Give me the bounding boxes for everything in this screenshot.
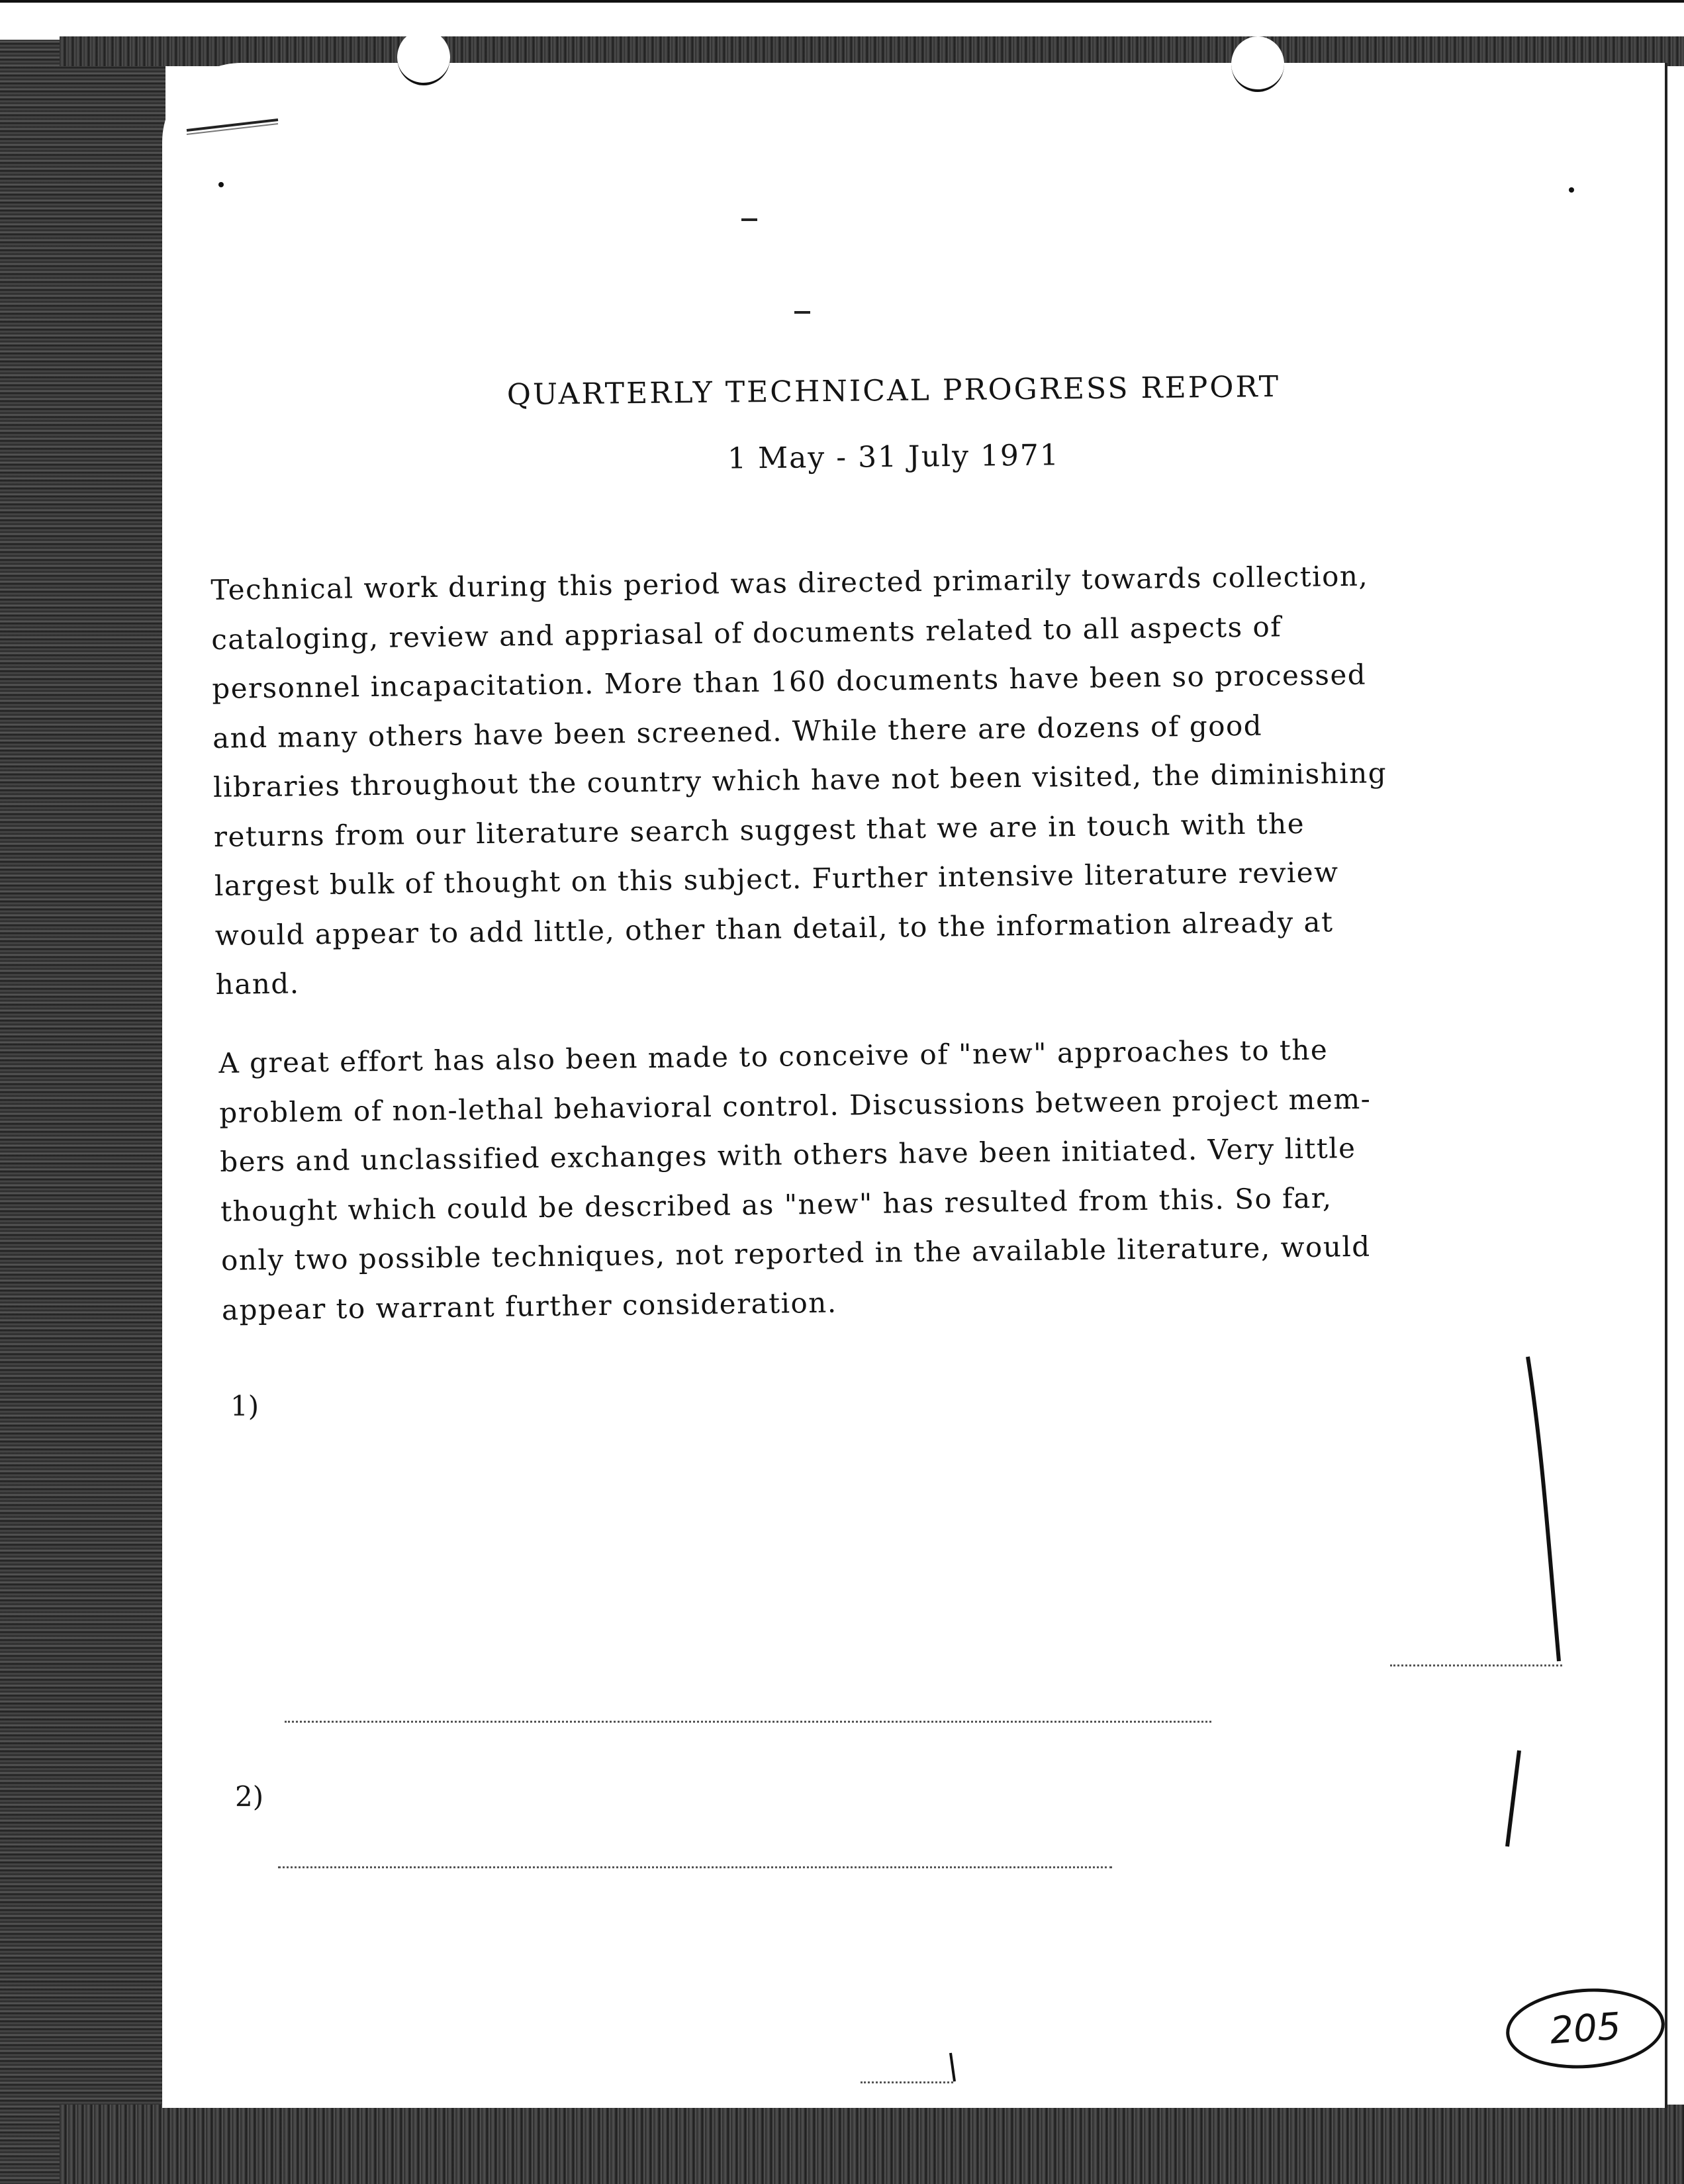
paragraph-line: problem of non-lethal behavioral control. Discussions between project mem- xyxy=(219,1082,1372,1129)
stray-stroke xyxy=(185,116,285,136)
paragraph-line: hand. xyxy=(215,967,300,1001)
stray-stroke xyxy=(947,2052,960,2085)
scan-border-top xyxy=(60,36,1684,66)
paragraph-line: would appear to add little, other than detail, to the information already at xyxy=(214,905,1334,952)
paragraph-line: A great effort has also been made to conceive of "new" approaches to the xyxy=(218,1033,1329,1079)
paragraph-line: returns from our literature search suggest that we are in touch with the xyxy=(213,807,1305,853)
scan-border-bottom xyxy=(60,2105,1684,2184)
punch-hole-right xyxy=(1231,36,1284,92)
stray-mark xyxy=(741,218,757,221)
paragraph-line: and many others have been screened. While there are dozens of good xyxy=(212,709,1263,754)
paragraph-line: cataloging, review and appriasal of documents related to all aspects of xyxy=(211,610,1282,656)
paragraph-line: Technical work during this period was directed primarily towards collection, xyxy=(210,559,1369,606)
paragraph-line: libraries throughout the country which have not been visited, the diminishing xyxy=(212,756,1387,803)
punch-hole-left xyxy=(397,30,450,85)
redaction-edge xyxy=(861,2081,953,2083)
paragraph-1 xyxy=(210,550,1500,1009)
stray-speck xyxy=(1569,187,1574,193)
scan-border-left xyxy=(0,40,165,2184)
paragraph-line: appear to warrant further consideration. xyxy=(221,1286,837,1326)
redaction-edge xyxy=(285,1721,1211,1723)
paragraph-line: personnel incapacitation. More than 160 documents have been so processed xyxy=(211,658,1367,705)
stray-mark xyxy=(794,311,810,314)
top-edge-line xyxy=(0,0,1684,3)
redaction-edge xyxy=(1390,1664,1562,1666)
page-number: 205 xyxy=(1548,2004,1622,2053)
paragraph-line: bers and unclassified exchanges with others have been initiated. Very little xyxy=(219,1132,1356,1178)
stray-speck xyxy=(218,182,224,187)
paragraph-line: only two possible techniques, not reported in the available literature, would xyxy=(220,1230,1371,1277)
item-1-label: 1) xyxy=(230,1390,259,1422)
redaction-bracket-1 xyxy=(1522,1350,1575,1668)
report-date-range: 1 May - 31 July 1971 xyxy=(727,438,1060,476)
paragraph-2 xyxy=(218,1023,1506,1335)
paragraph-line: thought which could be described as "new" has resulted from this. So far, xyxy=(220,1181,1333,1228)
redaction-bracket-2 xyxy=(1499,1747,1526,1853)
item-2-label: 2) xyxy=(235,1780,264,1813)
redaction-edge xyxy=(278,1866,1112,1868)
paragraph-line: largest bulk of thought on this subject. Further intensive literature review xyxy=(214,856,1339,902)
report-title: QUARTERLY TECHNICAL PROGRESS REPORT xyxy=(506,369,1281,412)
